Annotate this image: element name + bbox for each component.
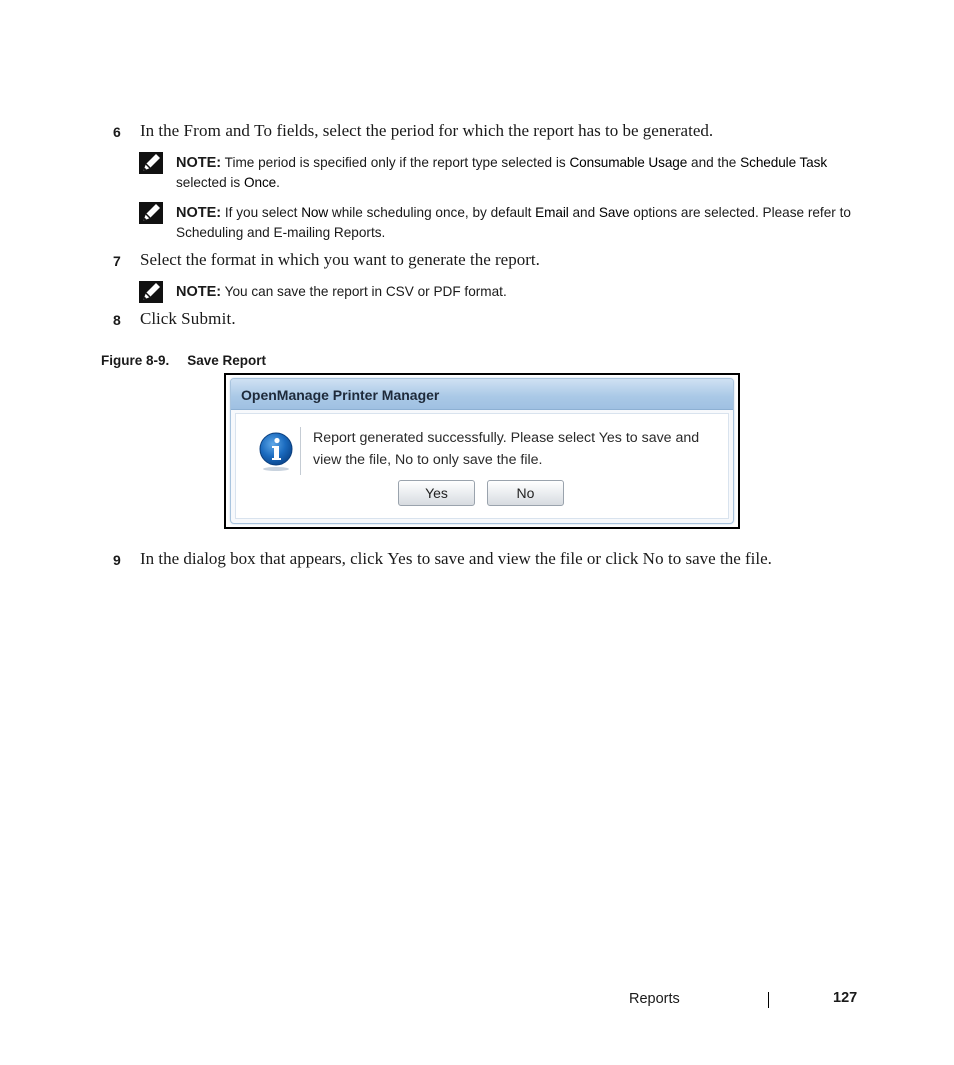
button-name: Yes (387, 549, 413, 568)
keyword: Now (301, 205, 329, 220)
keyword: Once (244, 175, 277, 190)
footer-divider (768, 992, 769, 1008)
step-number: 6 (113, 124, 121, 140)
text-run: Time period is specified only if the report type selected is (221, 155, 570, 170)
note-pencil-icon (139, 152, 163, 174)
note-label: NOTE: (176, 155, 222, 171)
step-text: Select the format in which you want to generate the report. (140, 250, 540, 269)
dialog-screenshot (224, 373, 740, 529)
step-text (140, 309, 236, 329)
figure-title: Save Report (187, 353, 267, 368)
note (176, 282, 876, 302)
text-run: and (221, 121, 255, 140)
keyword: Save (598, 205, 630, 220)
text-run: . (231, 309, 236, 328)
note-label: NOTE: (176, 284, 222, 300)
dialog-separator (300, 427, 301, 475)
step-number: 7 (113, 253, 121, 269)
text-run: while scheduling once, by default (328, 205, 536, 220)
note-pencil-icon (139, 281, 163, 303)
step-text (140, 549, 772, 569)
text-run: In the dialog box that appears, click (140, 549, 388, 568)
figure-caption (101, 353, 266, 368)
text-run: selected is (176, 175, 245, 190)
keyword: Email (535, 205, 569, 220)
step-text (140, 121, 713, 141)
button-name: No (642, 549, 664, 568)
note (176, 203, 876, 243)
text-run: fields, select the period for which the report has to be generated. (272, 121, 714, 140)
text-run: You can save the report in CSV or PDF format. (221, 284, 507, 299)
step-number: 8 (113, 312, 121, 328)
keyword: Schedule Task (740, 155, 828, 170)
dialog-titlebar[interactable] (231, 379, 733, 410)
text-run: to save and view the file or click (412, 549, 643, 568)
text-run: and (568, 205, 599, 220)
keyword: Consumable Usage (569, 155, 688, 170)
dialog-message: Report generated successfully. Please select Yes to save and view the file, No to only save the file. (313, 430, 700, 468)
text-run: options are selected. Please refer to Scheduling and E-mailing Reports. (176, 205, 851, 240)
note-pencil-icon (139, 202, 163, 224)
figure-label: Figure 8-9. (101, 353, 170, 368)
page-number: 127 (833, 990, 858, 1006)
text-run: . (276, 175, 280, 190)
text-run: Click (140, 309, 182, 328)
dialog-title: OpenManage Printer Manager (241, 387, 440, 403)
info-icon (259, 431, 293, 471)
text-run: In the (140, 121, 184, 140)
text-run: and the (687, 155, 741, 170)
field-name: From (183, 121, 222, 140)
note (176, 153, 876, 193)
footer-section: Reports (629, 991, 680, 1007)
yes-button[interactable]: Yes (398, 480, 475, 506)
text-run: If you select (221, 205, 302, 220)
no-button[interactable]: No (487, 480, 564, 506)
button-name: Submit (181, 309, 232, 328)
field-name: To (254, 121, 273, 140)
note-label: NOTE: (176, 205, 222, 221)
step-number: 9 (113, 552, 121, 568)
text-run: to save the file. (663, 549, 772, 568)
